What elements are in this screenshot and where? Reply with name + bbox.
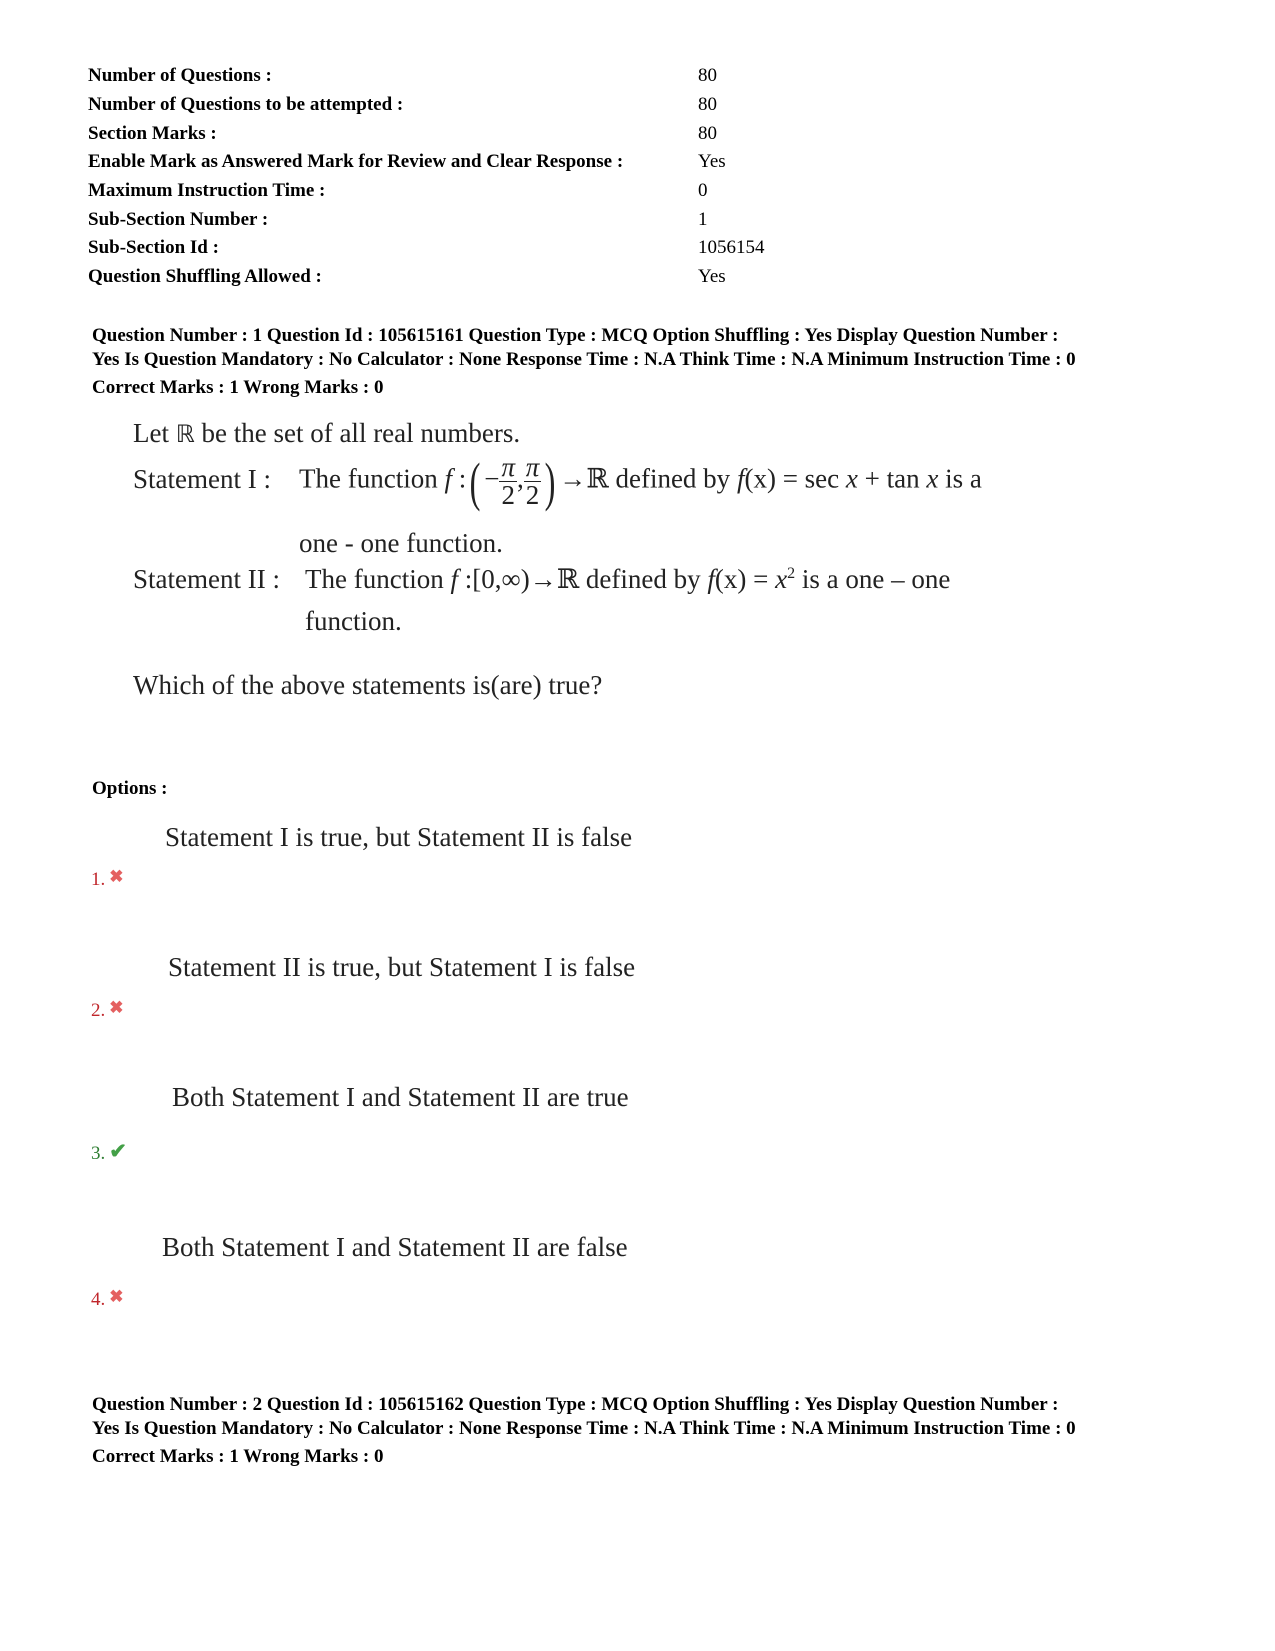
question-intro <box>133 418 520 449</box>
info-value: 80 <box>698 94 717 116</box>
question-2-marks: Correct Marks : 1 Wrong Marks : 0 <box>92 1446 384 1467</box>
info-value: 1 <box>698 208 708 230</box>
math-minus: − <box>484 463 500 494</box>
statement-1-text: The function <box>299 463 445 494</box>
math-arrow-reals: →ℝ <box>559 463 609 494</box>
question-2-header-line2: Yes Is Question Mandatory : No Calculator : None Response Time : N.A Think Time : N.A Minimum Instruction Time : 0 <box>92 1418 1076 1439</box>
info-row <box>88 62 765 91</box>
info-label: Number of Questions : <box>88 65 272 87</box>
math-f: f <box>707 564 715 594</box>
info-row <box>88 263 765 292</box>
option-3-text: Both Statement I and Statement II are true <box>172 1082 629 1112</box>
question-2-header-line1: Question Number : 2 Question Id : 105615162 Question Type : MCQ Option Shuffling : Yes Display Question Number : <box>92 1394 1059 1415</box>
info-row <box>88 205 765 234</box>
math-x: x <box>926 463 939 494</box>
info-value: 0 <box>698 180 708 202</box>
question-1-header-line1: Question Number : 1 Question Id : 105615161 Question Type : MCQ Option Shuffling : Yes Display Question Number : <box>92 325 1059 346</box>
info-row <box>88 91 765 120</box>
math-x-paren: (x) <box>744 463 776 494</box>
option-number: 1. <box>91 869 106 890</box>
math-equals: = <box>746 564 776 594</box>
fraction-pi-over-2: $\frac{\pi}{2}$ <box>501 452 515 510</box>
info-label: Question Shuffling Allowed : <box>88 266 322 288</box>
math-colon: : <box>451 463 467 494</box>
statement-1-label: Statement I : <box>133 463 271 494</box>
math-domain: :[0,∞) <box>457 564 530 594</box>
cross-icon: ✖ <box>109 867 124 886</box>
math-f: f <box>444 463 452 494</box>
question-1-header-line2: Yes Is Question Mandatory : No Calculator : None Response Time : N.A Think Time : N.A Minimum Instruction Time : 0 <box>92 349 1076 370</box>
option-1[interactable] <box>91 867 124 891</box>
option-number: 2. <box>91 1000 106 1021</box>
math-x-paren: (x) <box>714 564 747 594</box>
statement-2 <box>133 564 950 595</box>
math-exponent: 2 <box>787 565 796 582</box>
info-value: 80 <box>698 65 717 87</box>
info-row <box>88 177 765 206</box>
statement-1 <box>133 451 982 512</box>
statement-1-continuation: one - one function. <box>299 528 503 558</box>
option-3[interactable] <box>91 1139 127 1165</box>
statement-1-defined: defined by <box>608 463 737 494</box>
info-label: Sub-Section Number : <box>88 208 269 230</box>
info-value: Yes <box>698 151 726 173</box>
statement-2-defined: defined by <box>579 564 708 594</box>
intro-text: Let <box>133 418 176 448</box>
math-tan: + tan <box>857 463 927 494</box>
info-label: Sub-Section Id : <box>88 237 219 259</box>
math-arrow-reals: →ℝ <box>529 564 580 594</box>
question-1-marks: Correct Marks : 1 Wrong Marks : 0 <box>92 377 384 398</box>
info-value: 80 <box>698 122 717 144</box>
section-info-table <box>88 62 765 292</box>
info-label: Number of Questions to be attempted : <box>88 94 404 116</box>
info-value: Yes <box>698 266 726 288</box>
math-x: x <box>845 463 858 494</box>
math-f: f <box>736 463 745 494</box>
info-value: 1056154 <box>698 237 765 259</box>
info-row <box>88 148 765 177</box>
statement-1-end: is a <box>938 463 982 494</box>
math-x: x <box>775 564 788 594</box>
statement-2-end: is a one – one <box>795 564 951 594</box>
info-label: Section Marks : <box>88 122 217 144</box>
info-row <box>88 234 765 263</box>
check-icon: ✔ <box>109 1139 127 1163</box>
math-right-paren: ) <box>544 451 556 512</box>
statement-2-label: Statement II : <box>133 564 280 594</box>
statement-2-text: The function <box>305 564 451 594</box>
cross-icon: ✖ <box>109 998 124 1017</box>
fraction-pi-over-2: $\frac{\pi}{2}$ <box>525 452 540 510</box>
option-number: 4. <box>91 1289 106 1310</box>
math-left-paren: ( <box>469 451 481 512</box>
math-comma: , <box>517 463 524 494</box>
math-sec: = sec <box>775 463 846 494</box>
option-1-text: Statement I is true, but Statement II is false <box>165 822 633 852</box>
option-4-text: Both Statement I and Statement II are false <box>162 1232 628 1262</box>
option-4[interactable] <box>91 1287 124 1311</box>
math-f: f <box>450 564 458 594</box>
option-number: 3. <box>91 1143 106 1164</box>
options-label: Options : <box>92 778 168 799</box>
question-2-header <box>92 1393 1202 1469</box>
statement-2-continuation: function. <box>305 606 402 636</box>
info-label: Enable Mark as Answered Mark for Review and Clear Response : <box>88 151 624 173</box>
option-2[interactable] <box>91 998 124 1022</box>
info-label: Maximum Instruction Time : <box>88 180 326 202</box>
question-prompt: Which of the above statements is(are) true? <box>133 670 603 700</box>
question-1-header <box>92 324 1202 400</box>
option-2-text: Statement II is true, but Statement I is false <box>168 952 636 982</box>
intro-text-end: be the set of all real numbers. <box>194 418 521 448</box>
real-numbers-symbol: ℝ <box>175 420 195 448</box>
cross-icon: ✖ <box>109 1287 124 1306</box>
info-row <box>88 119 765 148</box>
